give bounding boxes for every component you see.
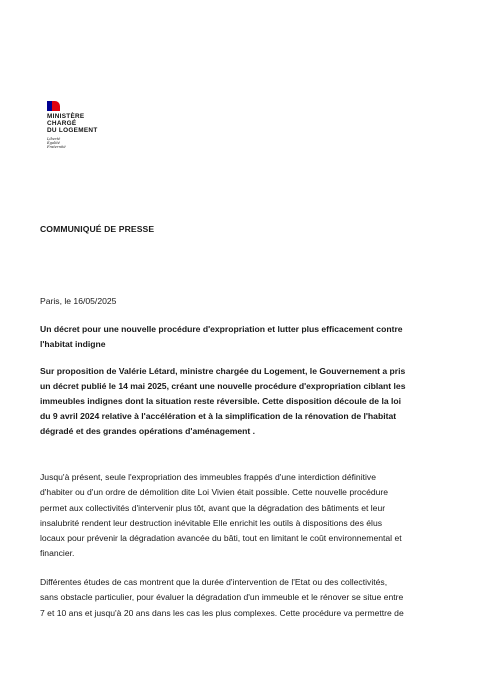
motto-line: Égalité bbox=[47, 141, 60, 146]
paragraph-line: locaux pour prévenir la dégradation avancée du bâti, tout en limitant le coût environnemental et bbox=[40, 533, 402, 544]
lead-line: du 9 avril 2024 relative à l'accélération et à la simplification de la rénovation de l'habitat bbox=[40, 411, 397, 421]
paragraph-line: financier. bbox=[40, 548, 75, 559]
ministry-name-line: DU LOGEMENT bbox=[47, 127, 98, 134]
press-release-label: COMMUNIQUÉ DE PRESSE bbox=[40, 224, 155, 234]
body-paragraph-1 bbox=[40, 470, 460, 562]
paragraph-line: sans obstacle particulier, pour évaluer la dégradation d'un immeuble et le rénover se situe entre bbox=[40, 592, 404, 603]
lead-paragraph bbox=[40, 364, 460, 439]
lead-line: Sur proposition de Valérie Létard, ministre chargée du Logement, le Gouvernement a pris bbox=[40, 366, 406, 376]
lead-line: dégradé et des grandes opérations d'aménagement . bbox=[40, 426, 256, 436]
marianne-flag-icon bbox=[47, 100, 137, 111]
paragraph-line: Différentes études de cas montrent que la durée d'intervention de l'Etat ou des collectivités, bbox=[40, 577, 388, 587]
republic-motto bbox=[47, 137, 137, 150]
ministry-name-line: MINISTÈRE bbox=[47, 113, 85, 120]
paragraph-line: insalubrité rendent leur destruction inévitable Elle enrichit les outils à dispositions des élus bbox=[40, 517, 383, 528]
ministry-logo bbox=[47, 100, 137, 150]
motto-line: Fraternité bbox=[47, 145, 66, 150]
paragraph-line: d'habiter ou d'un ordre de démolition dite Loi Vivien était possible. Cette nouvelle procédure bbox=[40, 487, 389, 498]
lead-line: immeubles indignes dont la situation reste réversible. Cette disposition découle de la loi bbox=[40, 396, 402, 406]
headline-line: Un décret pour une nouvelle procédure d'expropriation et lutter plus efficacement contre bbox=[40, 324, 403, 334]
paragraph-line: 7 et 10 ans et jusqu'à 20 ans dans les cas les plus complexes. Cette procédure va permettre de bbox=[40, 607, 404, 618]
paragraph-line: Jusqu'à présent, seule l'expropriation des immeubles frappés d'une interdiction définitive bbox=[40, 472, 376, 482]
headline bbox=[40, 322, 458, 352]
place-date: Paris, le 16/05/2025 bbox=[40, 296, 117, 306]
paragraph-line: permet aux collectivités d'intervenir plus tôt, avant que la dégradation des bâtiments et leur bbox=[40, 502, 386, 513]
lead-line: un décret publié le 14 mai 2025, créant une nouvelle procédure d'expropriation ciblant les bbox=[40, 381, 406, 391]
ministry-name-line: CHARGÉ bbox=[47, 120, 77, 127]
headline-line: l'habitat indigne bbox=[40, 339, 106, 349]
ministry-name bbox=[47, 113, 137, 134]
body-paragraph-2 bbox=[40, 575, 460, 621]
motto-line: Liberté bbox=[47, 137, 61, 141]
